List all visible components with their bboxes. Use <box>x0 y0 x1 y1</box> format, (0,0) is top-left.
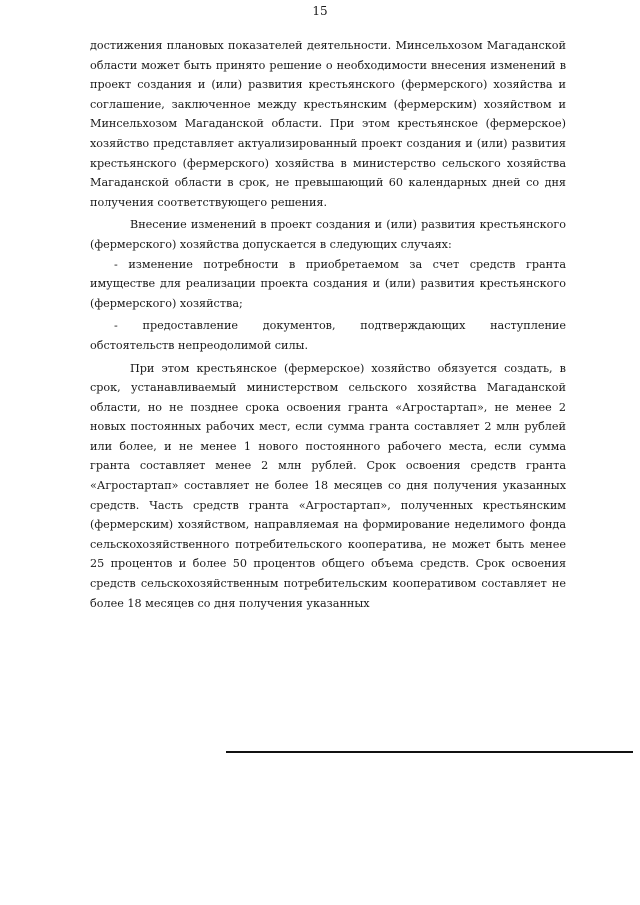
footer-divider <box>226 751 633 753</box>
list-item-force-majeure: - предоставление документов, подтверждающих наступление обстоятельств непреодолимой силы. <box>90 319 566 352</box>
paragraph-continuation: достижения плановых показателей деятельности. Минсельхозом Магаданской области может быть принято решение о необходимости внесения изменений в проект создания и (или) развития крестьянского (фермерского) хозяйства и соглашение, заключенное между крестьянским (фермерским) хозяйством и Минсельхозом Магаданской области. При этом крестьянское (фермерское) хозяйство представляет актуализированный проект создания и (или) развития крестьянского (фермерского) хозяйства в министерство сельского хозяйства Магаданской области в срок, не превышающий 60 календарных дней со дня получения соответствующего решения. <box>90 39 566 209</box>
document-body <box>90 36 566 613</box>
page-number: 15 <box>312 4 328 18</box>
paragraph-obligations: При этом крестьянское (фермерское) хозяйство обязуется создать, в срок, устанавливаемый министерством сельского хозяйства Магаданской области, но не позднее срока освоения гранта «Агростартап», не менее 2 новых постоянных рабочих мест, если сумма гранта составляет 2 млн рублей или более, и не менее 1 нового постоянного рабочего места, если сумма гранта составляет менее 2 млн рублей. Срок освоения средств гранта «Агростартап» составляет не более 18 месяцев со дня получения указанных средств. Часть средств гранта «Агростартап», полученных крестьянским (фермерским) хозяйством, направляемая на формирование неделимого фонда сельскохозяйственного потребительского кооператива, не может быть менее 25 процентов и более 50 процентов общего объема средств. Срок освоения средств сельскохозяйственным потребительским кооперативом составляет не более 18 месяцев со дня получения указанных <box>90 361 566 610</box>
paragraph-amendments-intro: Внесение изменений в проект создания и (или) развития крестьянского (фермерского) хозяйства допускается в следующих случаях: <box>90 218 566 251</box>
list-item-property-need: - изменение потребности в приобретаемом за счет средств гранта имуществе для реализации проекта создания и (или) развития крестьянского (фермерского) хозяйства; <box>90 257 566 310</box>
